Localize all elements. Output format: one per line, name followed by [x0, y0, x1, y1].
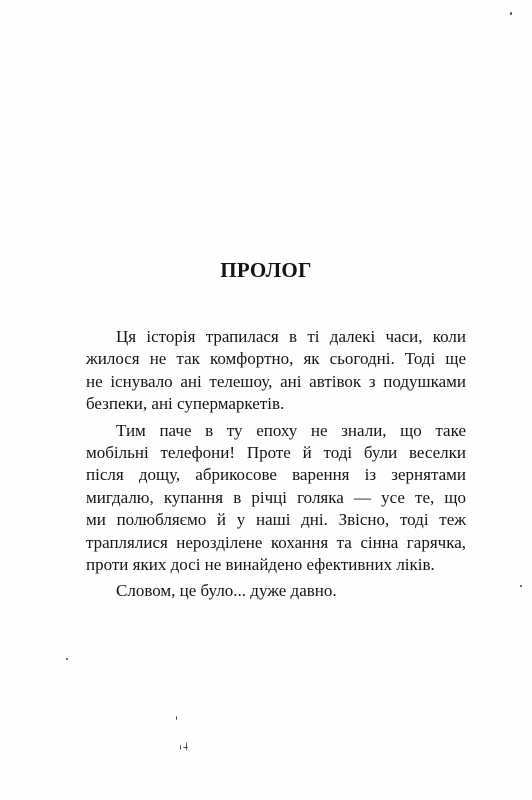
paragraph-3 — [86, 580, 466, 602]
text-line: Ця історія трапилася в ті далекі часи, коли — [116, 327, 466, 346]
scan-speck — [66, 658, 68, 660]
text-line: траплялися нерозділене кохання та сінна гарячка, — [86, 532, 466, 552]
scan-speck — [176, 716, 177, 720]
text-line: мигдалю, купання в річці голяка — усе те, що — [86, 487, 466, 507]
text-line: безпеки, ані супермаркетів. — [86, 394, 285, 414]
scan-speck — [183, 747, 188, 748]
chapter-title: ПРОЛОГ — [220, 258, 312, 282]
scan-speck — [510, 12, 512, 15]
text-line: проти яких досі не винайдено ефективних ліків. — [86, 555, 435, 575]
text-line: не існувало ані телешоу, ані автівок з подушками — [86, 371, 466, 391]
text-line: Словом, це було... дуже давно. — [116, 581, 337, 601]
text-line: мобільні телефони! Проте й тоді були веселки — [86, 443, 466, 463]
text-line: після дощу, абрикосове варення із зернятами — [86, 465, 466, 485]
text-line: Тим паче в ту епоху не знали, що таке — [116, 420, 466, 440]
prologue-text — [86, 326, 466, 603]
text-line: ми полюбляємо й у наші дні. Звісно, тоді теж — [86, 510, 466, 530]
scan-speck — [180, 745, 181, 750]
paragraph-2 — [86, 420, 466, 577]
scan-speck — [520, 585, 522, 587]
paragraph-1 — [86, 326, 466, 416]
text-line: жилося не так комфортно, як сьогодні. Тоді ще — [86, 349, 466, 369]
